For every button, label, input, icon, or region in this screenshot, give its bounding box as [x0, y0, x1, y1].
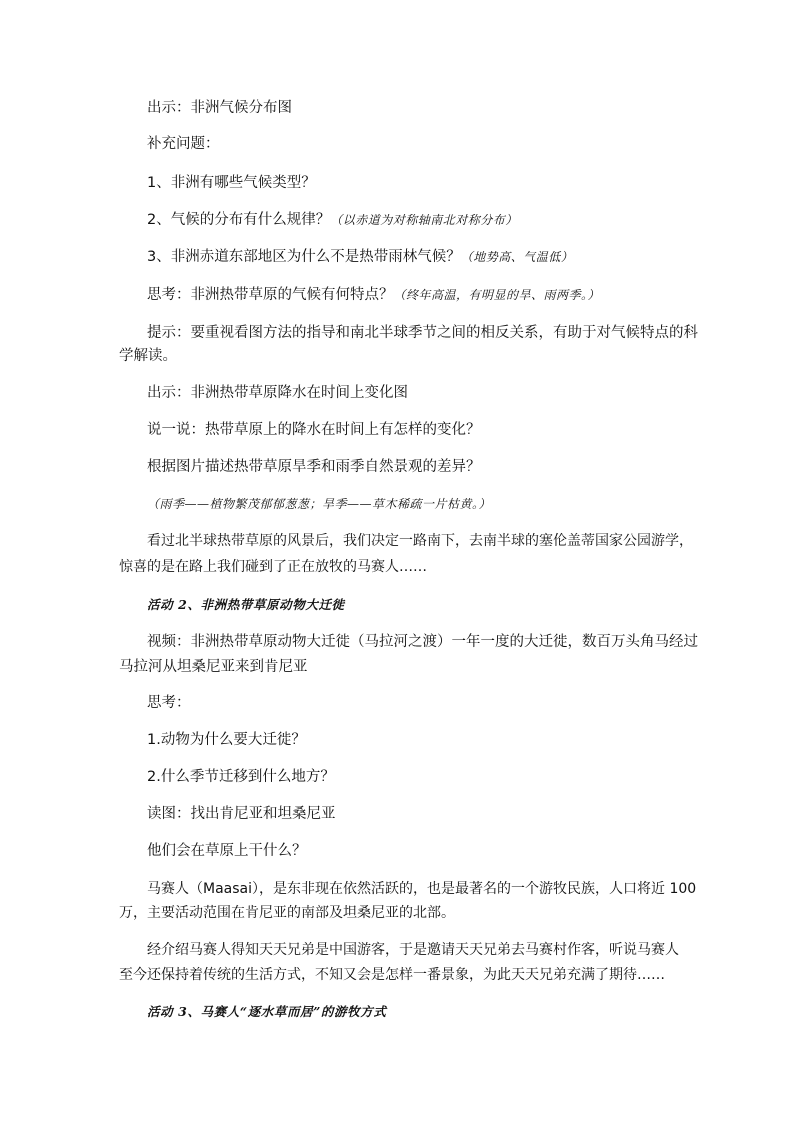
question-migration-why: 1.动物为什么要大迁徙？ [147, 732, 306, 748]
paragraph-journey-line1: 看过北半球热带草原的风景后，我们决定一路南下，去南半球的塞伦盖蒂国家公园游学， [147, 533, 693, 549]
answer-note: （地势高、气温低） [460, 250, 574, 264]
question-2: 2、气候的分布有什么规律？（以赤道为对称轴南北对称分布） [147, 212, 518, 228]
paragraph-think-climate: 思考：非洲热带草原的气候有何特点？（终年高温，有明显的旱、雨两季。） [147, 287, 601, 303]
paragraph-read-map: 读图：找出肯尼亚和坦桑尼亚 [147, 806, 336, 822]
paragraph-journey-line2: 惊喜的是在路上我们碰到了正在放牧的马赛人…… [119, 559, 427, 575]
question-migration-when: 2.什么季节迁移到什么地方？ [147, 769, 335, 785]
paragraph-video-line2: 马拉河从坦桑尼亚来到肯尼亚 [119, 659, 308, 675]
heading-activity-2: 活动 2、非洲热带草原动物大迁徙 [147, 597, 345, 612]
paragraph-say-rainfall: 说一说：热带草原上的降水在时间上有怎样的变化？ [147, 422, 481, 438]
paragraph-show-rainfall-map: 出示：非洲热带草原降水在时间上变化图 [147, 385, 408, 401]
paragraph-what-do-they-do: 他们会在草原上干什么？ [147, 843, 307, 859]
paragraph-hint-line1: 提示：要重视看图方法的指导和南北半球季节之间的相反关系，有助于对气候特点的科 [147, 325, 698, 341]
paragraph-show-climate-map: 出示：非洲气候分布图 [147, 100, 292, 116]
paragraph-invitation-line1: 经介绍马赛人得知天天兄弟是中国游客，于是邀请天天兄弟去马赛村作客，听说马赛人 [147, 942, 679, 958]
paragraph-think: 思考： [147, 695, 191, 711]
question-1: 1、非洲有哪些气候类型？ [147, 175, 316, 191]
paragraph-describe-seasons: 根据图片描述热带草原旱季和雨季自然景观的差异？ [147, 459, 481, 475]
paragraph-hint-line2: 学解读。 [119, 348, 177, 364]
paragraph-invitation-line2: 至今还保持着传统的生活方式，不知又会是怎样一番景象，为此天天兄弟充满了期待…… [119, 967, 665, 983]
paragraph-maasai-line1: 马赛人（Maasai），是东非现在依然活跃的，也是最著名的一个游牧民族，人口将近 100 [147, 881, 697, 897]
answer-note: （以赤道为对称轴南北对称分布） [330, 213, 518, 227]
question-3: 3、非洲赤道东部地区为什么不是热带雨林气候？（地势高、气温低） [147, 249, 574, 265]
paragraph-video-line1: 视频：非洲热带草原动物大迁徙（马拉河之渡）一年一度的大迁徙，数百万头角马经过 [147, 634, 698, 650]
answer-note: （终年高温，有明显的旱、雨两季。） [393, 288, 601, 302]
paragraph-maasai-line2: 万，主要活动范围在肯尼亚的南部及坦桑尼亚的北部。 [119, 905, 455, 921]
paragraph-supplementary-questions: 补充问题： [147, 136, 220, 152]
answer-note-seasons: （雨季——植物繁茂郁郁葱葱；旱季——草木稀疏一片枯黄。） [147, 497, 492, 511]
heading-activity-3: 活动 3、马赛人“逐水草而居”的游牧方式 [147, 1004, 387, 1019]
